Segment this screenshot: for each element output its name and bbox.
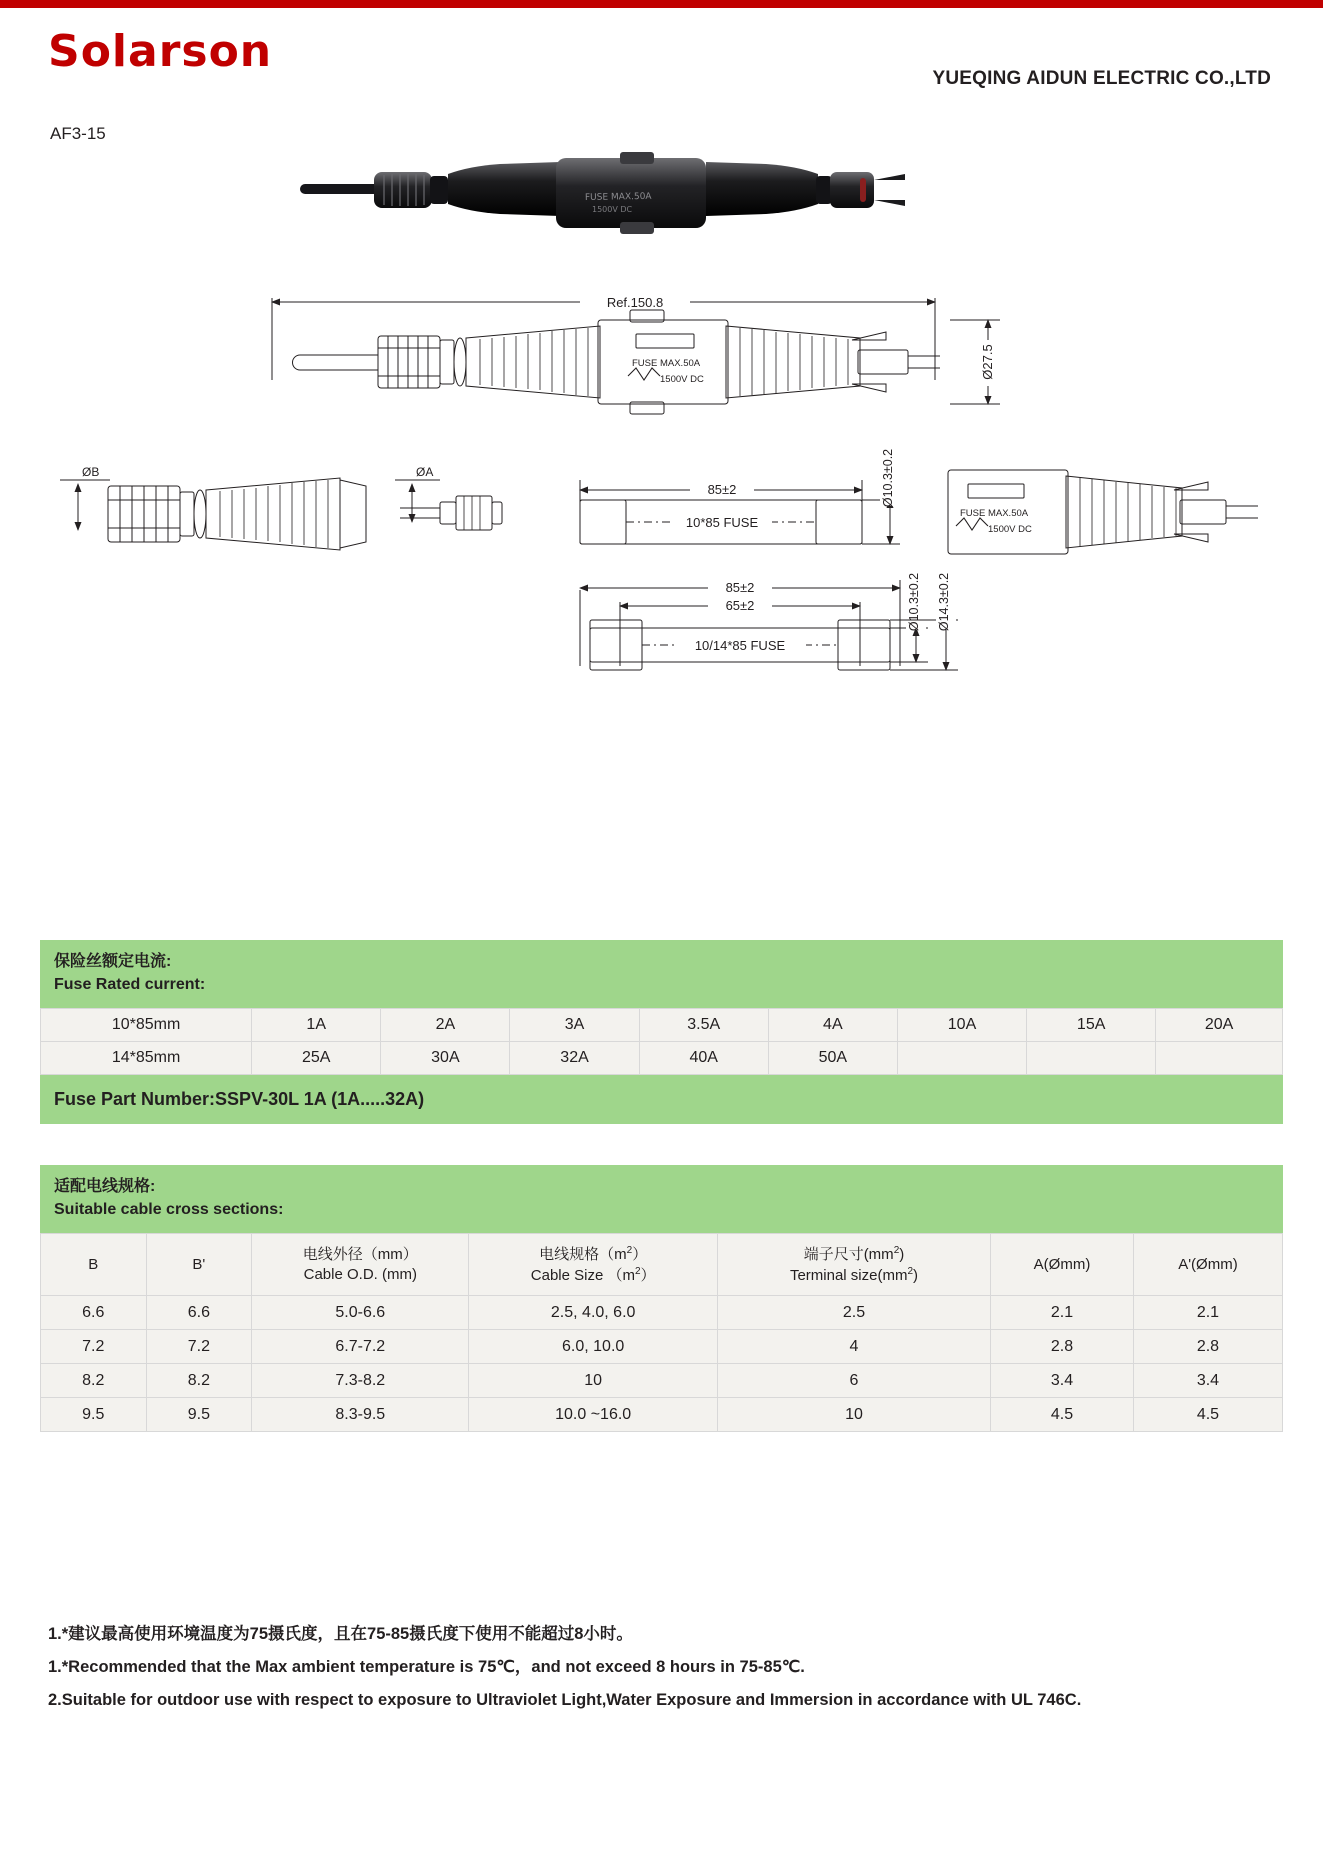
cell-terminal-size: 10 <box>717 1398 990 1432</box>
fuse-value-cell <box>1156 1042 1283 1075</box>
col-header-terminal-size-cn: 端子尺寸$(mm^2)$ <box>803 1244 905 1263</box>
col-header-cable-od-cn: 电线外径（mm） <box>302 1245 418 1263</box>
col-header-cable-size-en: Cable Size $(m^2)$ <box>530 1265 656 1284</box>
fuse-value-cell: 15A <box>1027 1009 1156 1042</box>
cell-a-prime: 4.5 <box>1133 1398 1282 1432</box>
cell-b: 8.2 <box>41 1364 147 1398</box>
cell-cable-size: 10 <box>469 1364 717 1398</box>
fuse-value-cell: 4A <box>768 1009 897 1042</box>
cell-b-prime: 8.2 <box>146 1364 252 1398</box>
fuse-part-number-row <box>40 1075 1283 1124</box>
table-row <box>41 1009 1283 1042</box>
cell-a-prime: 2.1 <box>1133 1296 1282 1330</box>
fuse-value-cell: 50A <box>768 1042 897 1075</box>
cable-section-title <box>40 1165 1283 1233</box>
svg-text:Ø10.3±0.2: Ø10.3±0.2 <box>907 572 921 632</box>
cell-cable-od: 7.3-8.2 <box>252 1364 469 1398</box>
cell-a-prime: 3.4 <box>1133 1364 1282 1398</box>
cell-cable-od: 5.0-6.6 <box>252 1296 469 1330</box>
svg-text:FUSE MAX.50A: FUSE MAX.50A <box>632 358 701 369</box>
fuse-value-cell: 1A <box>252 1009 381 1042</box>
col-header-cable-size-cn: 电线规格$(m^2)$ <box>539 1244 648 1263</box>
cell-b-prime: 9.5 <box>146 1398 252 1432</box>
cell-a: 2.8 <box>991 1330 1134 1364</box>
col-header-a: A(Ømm) <box>991 1234 1134 1296</box>
col-header-b-prime: B' <box>146 1234 252 1296</box>
model-code: AF3-15 <box>50 124 106 143</box>
col-header-cable-od <box>252 1234 469 1296</box>
col-header-terminal-size <box>717 1234 990 1296</box>
product-photo <box>300 152 905 234</box>
fuse-value-cell: 3.5A <box>639 1009 768 1042</box>
fuse-value-cell: 20A <box>1156 1009 1283 1042</box>
cable-spec-table <box>40 1233 1283 1432</box>
col-header-a-prime: A'(Ømm) <box>1133 1234 1282 1296</box>
svg-text:85±2: 85±2 <box>725 580 755 595</box>
fuse-value-cell <box>897 1042 1026 1075</box>
svg-text:10/14*85 FUSE: 10/14*85 FUSE <box>694 638 786 653</box>
table-row <box>41 1330 1283 1364</box>
fuse-part-number-value: SSPV-30L 1A (1A.....32A) <box>215 1089 425 1110</box>
col-header-b: B <box>41 1234 147 1296</box>
fuse-value-cell: 32A <box>510 1042 639 1075</box>
notes-section <box>48 1620 1278 1719</box>
fuse-section-title-en: Fuse Rated current: <box>54 976 206 994</box>
svg-text:Ø14.3±0.2: Ø14.3±0.2 <box>937 572 951 632</box>
svg-text:1500V DC: 1500V DC <box>988 524 1032 535</box>
svg-text:1500V DC: 1500V DC <box>660 374 704 385</box>
cell-b: 6.6 <box>41 1296 147 1330</box>
fuse-section-title-cn: 保险丝额定电流: <box>54 953 172 970</box>
cell-cable-size: 10.0 ~16.0 <box>469 1398 717 1432</box>
col-header-cable-od-en: Cable O.D. (mm) <box>303 1265 417 1283</box>
cell-b: 9.5 <box>41 1398 147 1432</box>
table-header-row <box>41 1234 1283 1296</box>
svg-text:Ref.150.8: Ref.150.8 <box>606 295 664 310</box>
fuse-value-cell <box>1027 1042 1156 1075</box>
cell-b: 7.2 <box>41 1330 147 1364</box>
cell-cable-od: 8.3-9.5 <box>252 1398 469 1432</box>
fuse-rated-current-table <box>40 1008 1283 1075</box>
cell-b-prime: 6.6 <box>146 1296 252 1330</box>
cell-terminal-size: 6 <box>717 1364 990 1398</box>
fuse-size-cell: 14*85mm <box>41 1042 252 1075</box>
col-header-cable-size <box>469 1234 717 1296</box>
table-row <box>41 1296 1283 1330</box>
brand-logo: Solarson <box>48 26 273 77</box>
page-header <box>0 20 1323 98</box>
note-line-1: 1.*建议最高使用环境温度为75摄氏度，且在75-85摄氏度下使用不能超过8小时。 <box>48 1625 633 1643</box>
svg-text:1500V DC: 1500V DC <box>592 205 633 214</box>
fuse-rated-current-section <box>40 940 1283 1124</box>
cable-section-title-en: Suitable cable cross sections: <box>54 1201 284 1219</box>
fuse-value-cell: 25A <box>252 1042 381 1075</box>
cable-section-title-cn: 适配电线规格: <box>54 1178 156 1195</box>
svg-text:Ø10.3±0.2: Ø10.3±0.2 <box>881 448 895 508</box>
fuse-value-cell: 40A <box>639 1042 768 1075</box>
fuse-value-cell: 10A <box>897 1009 1026 1042</box>
table-row <box>41 1042 1283 1075</box>
table-row <box>41 1398 1283 1432</box>
svg-text:FUSE MAX.50A: FUSE MAX.50A <box>960 508 1029 519</box>
cell-a-prime: 2.8 <box>1133 1330 1282 1364</box>
fuse-part-number-label: Fuse Part Number: <box>54 1089 216 1110</box>
exploded-line-drawing <box>60 449 1258 554</box>
svg-text:10*85 FUSE: 10*85 FUSE <box>685 515 759 530</box>
cell-b-prime: 7.2 <box>146 1330 252 1364</box>
fuse-size-cell: 10*85mm <box>41 1009 252 1042</box>
fuse-section-title <box>40 940 1283 1008</box>
cell-terminal-size: 4 <box>717 1330 990 1364</box>
cell-cable-od: 6.7-7.2 <box>252 1330 469 1364</box>
cell-cable-size: 6.0, 10.0 <box>469 1330 717 1364</box>
cell-a: 3.4 <box>991 1364 1134 1398</box>
table-row <box>41 1364 1283 1398</box>
note-line-3: 2.Suitable for outdoor use with respect to exposure to Ultraviolet Light,Water Exposure and Immersion in accordance with UL 746C. <box>48 1690 1082 1709</box>
note-line-2: 1.*Recommended that the Max ambient temperature is 75℃，and not exceed 8 hours in 75-85℃. <box>48 1657 805 1676</box>
fuse-1014-line-drawing <box>580 573 958 670</box>
svg-text:85±2: 85±2 <box>707 482 737 497</box>
cell-a: 2.1 <box>991 1296 1134 1330</box>
assembly-line-drawing <box>272 292 1000 414</box>
svg-text:65±2: 65±2 <box>725 598 755 613</box>
cell-cable-size: 2.5, 4.0, 6.0 <box>469 1296 717 1330</box>
fuse-value-cell: 3A <box>510 1009 639 1042</box>
fuse-value-cell: 30A <box>381 1042 510 1075</box>
col-header-terminal-size-en: Terminal $size(mm^2)$ <box>789 1265 919 1284</box>
svg-text:ØA: ØA <box>416 465 434 479</box>
cell-terminal-size: 2.5 <box>717 1296 990 1330</box>
cable-cross-sections-section <box>40 1165 1283 1432</box>
technical-drawing-area <box>0 150 1323 920</box>
top-accent-bar <box>0 0 1323 8</box>
svg-text:Ø27.5: Ø27.5 <box>980 344 995 380</box>
company-name: YUEQING AIDUN ELECTRIC CO.,LTD <box>932 68 1271 89</box>
svg-text:ØB: ØB <box>82 465 100 479</box>
fuse-value-cell: 2A <box>381 1009 510 1042</box>
cell-a: 4.5 <box>991 1398 1134 1432</box>
svg-text:FUSE MAX.50A: FUSE MAX.50A <box>584 191 652 203</box>
